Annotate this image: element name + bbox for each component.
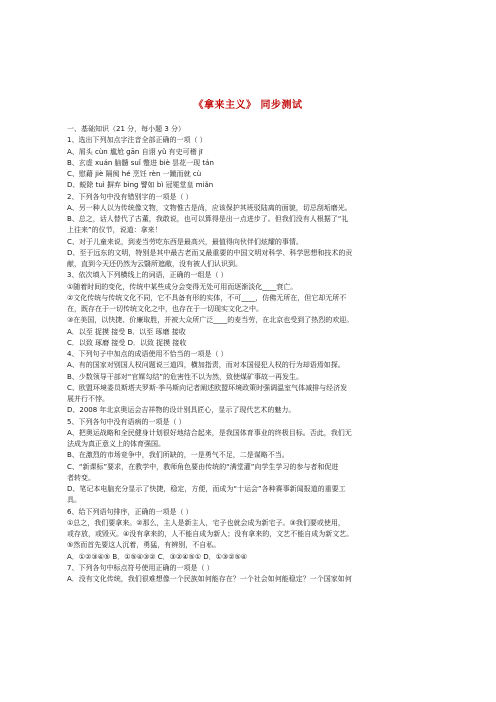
- q1-option-d: D、蜕除 tuì 摒弃 bìng 譬如 bì 冠冕堂皇 miǎn: [67, 181, 214, 190]
- question-4: 4、下列句子中加点的成语使用不恰当的一项是（ ）: [67, 350, 228, 358]
- q4-option-a: A、有的国家对别国人权问题说三道四，横加指责，而对本国侵犯人权的行为却语焉如探。: [67, 361, 345, 370]
- question-1: 1、选出下列加点字注音全部正确的一项（ ）: [67, 136, 207, 145]
- q3-options-cd: C．以致 琢磨 接受 D．以致 捉摸 接收: [67, 338, 187, 347]
- q4-option-c: C、欧盟环境委员斯塔夫罗斯·季马斯向记者阐述欧盟环境政策时强调温室气体减排与经济发: [67, 383, 348, 392]
- q5-option-c-cont: 者转变。: [67, 473, 95, 482]
- question-3: 3、依次填入下列横线上的词语，正确的一组是（ ）: [67, 271, 228, 280]
- q5-option-b: B、在激烈的市场竞争中，我们所缺的，一是勇气不足，二是谋略不当。: [67, 451, 289, 460]
- q1-option-b: B、玄虚 xuán 脑髓 suǐ 蹩进 biè 昙花一现 tán: [67, 158, 214, 167]
- q5-option-c: C、“新课标”要求，在教学中，教师角色要由传统的“满堂灌”向学生学习的参与者和促进: [67, 462, 339, 471]
- q1-option-a: A、屑头 cùn 尴尬 gān 自诩 yǔ 有史可稽 jī: [67, 147, 203, 156]
- page-title: 《拿来主义》 同步测试: [193, 100, 303, 111]
- q2-option-d: D、至于远东的文明，特别是其中最古老而又最重要的中国文明对科学、科学思想和技术的贡: [67, 248, 353, 257]
- q5-option-a-cont: 法成为真正意义上的体育强国。: [67, 440, 165, 448]
- q3-sentence-2: ②文化传统与传统文化不同，它不具备有形的实体，不可____，仿佛无所在，但它却无所不: [67, 293, 347, 302]
- question-2: 2、下列各句中没有错别字的一项是（ ）: [67, 192, 193, 201]
- q6-sentences-3: ⑤然而首先要这人沉着，勇猛，有辨别，不自私。: [67, 541, 221, 550]
- q2-option-c: C、对于儿童来说，到麦当劳吃东西是最高兴，最值得向伙伴们炫耀的事情。: [67, 237, 303, 246]
- q2-option-a: A、另一种人以为传统像文物，文物惟古是尚，应该保护其班驳陆离的面貌，切忌刮垢磨光。: [67, 203, 352, 212]
- q3-sentence-1: ①随着时间的变化，传统中某些成分会变得无处可用而逐渐淡化____衰亡。: [67, 282, 298, 291]
- question-7: 7、下列各句中标点符号使用正确的一项是（ ）: [67, 563, 214, 572]
- q6-sentences-1: ①总之，我们要拿来。②那么，主人是新主人，宅子也就会成为新宅子。③我们要或使用，: [67, 518, 345, 527]
- q3-options-ab: A．以至 捉摸 接受 B．以至 琢磨 接收: [67, 327, 186, 336]
- q5-option-a: A、把奥运战略和全民健身计划很好地结合起来，是我国体育事业的终极目标。否此，我们无: [67, 428, 352, 437]
- question-6: 6、给下列语句排序，正确的一项是（ ）: [67, 507, 193, 516]
- q1-option-c: C、慰藉 jiè 隔阂 hé 烹饪 rèn 一蹴而就 cù: [67, 170, 202, 178]
- q5-option-d: D、笔记本电脑充分显示了快捷，稳定，方便，而成为“十运会”各种赛事新闻报道的重要工: [67, 485, 346, 493]
- q2-option-b: B、总之，话人替代了古董，我敢说，也可以算得是出一点进步了。但我们没有人根据了“礼: [67, 215, 349, 223]
- q7-option-a: A．没有文化传统，我们很难想像一个民族如何能存在？一个社会如何能稳定？一个国家如何: [67, 575, 352, 583]
- section-heading: 一、基础知识（21 分，每小题 3 分）: [67, 125, 186, 133]
- q4-option-b: B、少数领导干部对“官媒勾结”的危害性不以为然，致使煤矿事故一再发生。: [67, 372, 304, 381]
- question-5: 5、下列各句中没有语病的一项是（ ）: [67, 417, 186, 426]
- q2-option-b-cont: 上往来”的仪节，说道：拿来！: [67, 226, 162, 235]
- q2-option-d-cont: 献，直到今天还仍然为云翳所遮敝，没有被人们认识到。: [67, 260, 242, 268]
- q6-options: A．①②③④⑤ B．①⑤④③② C．③②④⑤① D．①③②⑤④: [67, 552, 248, 561]
- q6-sentences-2: 或存放，或毁灭。④没有拿来的，人不能自成为新人；没有拿来的，文艺不能自成为新文艺。: [67, 530, 354, 538]
- q3-sentence-3: ③在美国，以快捷、价廉取胜，并被大众所广泛____的麦当劳，在北京也受到了热烈的欢迎。: [67, 316, 354, 325]
- q4-option-d: D、2008 年北京奥运会吉祥物的设计别具匠心，显示了现代艺术的魅力。: [67, 406, 296, 415]
- q5-option-d-cont: 具。: [67, 496, 81, 505]
- q3-sentence-2-cont: 在，既存在于一切传统文化之中，也存在于一切现实文化之中。: [67, 305, 263, 313]
- q4-option-c-cont: 展并行不悖。: [67, 395, 109, 403]
- exercise-body: [67, 124, 437, 585]
